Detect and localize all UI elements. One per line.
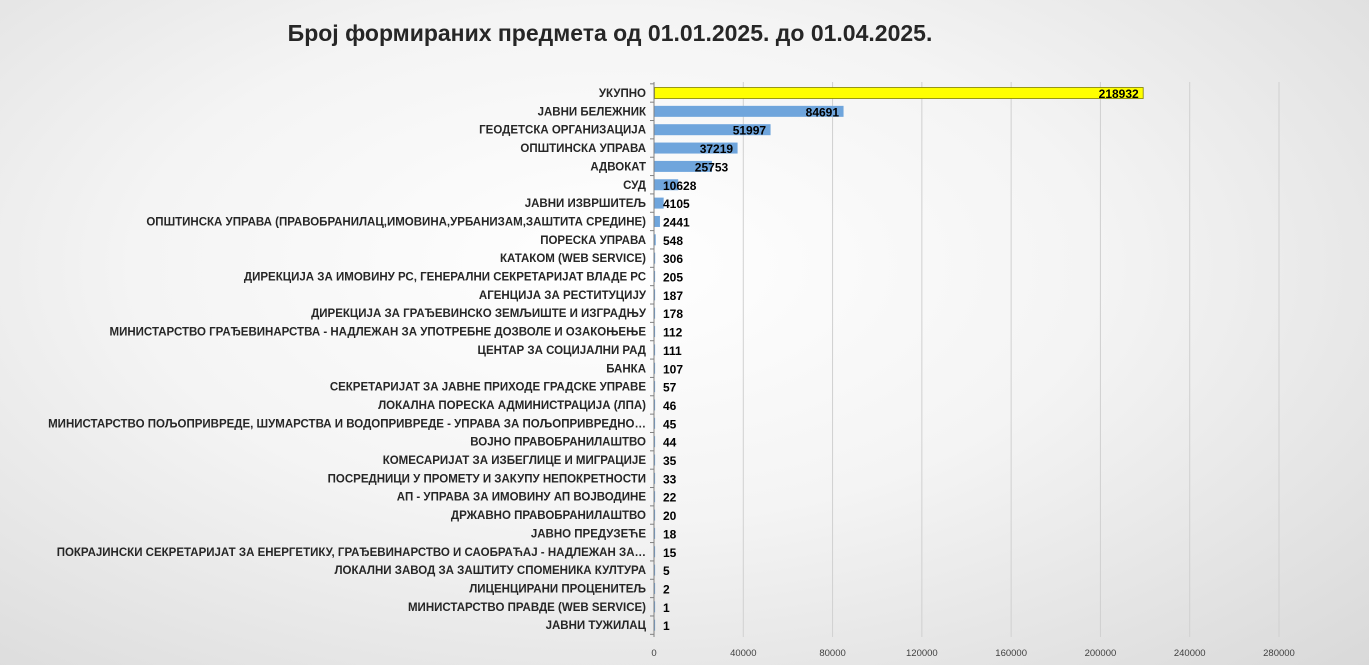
bar — [655, 88, 1144, 99]
value-label: 51997 — [732, 123, 767, 138]
category-label: ПОКРАЈИНСКИ СЕКРЕТАРИЈАТ ЗА ЕНЕРГЕТИКУ, ГРАЂЕВИНАРСТВО И САОБРАЋАЈ - НАДЛЕЖАН ЗА… — [56, 546, 646, 559]
category-label: ДИРЕКЦИЈА ЗА ИМОВИНУ РС, ГЕНЕРАЛНИ СЕКРЕТАРИЈАТ ВЛАДЕ РС — [243, 271, 646, 284]
bar — [655, 455, 656, 466]
bar — [655, 546, 656, 557]
value-label: 15 — [663, 545, 677, 560]
value-label: 22 — [663, 490, 677, 505]
category-label: КОМЕСАРИЈАТ ЗА ИЗБЕГЛИЦЕ И МИГРАЦИЈЕ — [382, 455, 646, 467]
value-label: 4105 — [663, 197, 690, 212]
axes — [650, 82, 654, 637]
category-label: АГЕНЦИЈА ЗА РЕСТИТУЦИЈУ — [478, 289, 646, 302]
category-label: МИНИСТАРСТВО ПОЉОПРИВРЕДЕ, ШУМАРСТВА И ВОДОПРИВРЕДЕ - УПРАВА ЗА ПОЉОПРИВРЕДНО… — [48, 418, 646, 431]
value-label: 112 — [663, 325, 683, 340]
value-label: 84691 — [805, 105, 840, 120]
x-tick-label: 200000 — [1084, 648, 1117, 659]
bar — [655, 271, 656, 282]
category-label: УКУПНО — [598, 88, 646, 100]
category-label: ЈАВНИ БЕЛЕЖНИК — [537, 106, 646, 119]
bar — [655, 399, 656, 410]
category-label: ОПШТИНСКА УПРАВА — [520, 143, 646, 156]
value-label: 1 — [663, 619, 670, 634]
x-tick-label: 40000 — [730, 648, 757, 659]
bar — [655, 528, 656, 539]
gridlines — [743, 82, 1279, 637]
category-label: ПОРЕСКА УПРАВА — [540, 234, 646, 247]
value-label: 44 — [663, 435, 677, 450]
bar — [655, 344, 656, 355]
category-label: СУД — [623, 179, 646, 192]
category-label: КАТАКОМ (WEB SERVICE) — [499, 253, 646, 266]
bar — [655, 253, 656, 264]
category-label: АДВОКАТ — [590, 161, 646, 174]
x-tick-label: 280000 — [1263, 648, 1295, 659]
value-label: 45 — [663, 417, 677, 432]
x-tick-label: 160000 — [995, 648, 1027, 659]
value-label: 25753 — [694, 160, 729, 175]
value-label: 57 — [663, 380, 677, 395]
value-label: 37219 — [699, 142, 734, 157]
value-label: 33 — [663, 472, 677, 487]
value-label: 218932 — [1098, 87, 1139, 101]
x-tick-label: 0 — [651, 648, 657, 659]
value-label: 205 — [663, 270, 684, 285]
category-label: ЦЕНТАР ЗА СОЦИЈАЛНИ РАД — [477, 344, 646, 357]
bar — [655, 363, 656, 374]
value-label: 18 — [663, 527, 677, 542]
bar — [655, 308, 656, 319]
value-label: 20 — [663, 509, 677, 524]
bar — [655, 289, 656, 300]
value-label: 2441 — [663, 215, 690, 230]
bar — [655, 436, 656, 447]
value-label: 1 — [663, 600, 670, 615]
bar — [655, 510, 656, 521]
value-label: 46 — [663, 398, 677, 413]
value-label: 178 — [663, 307, 684, 322]
category-label: ЈАВНИ ТУЖИЛАЦ — [545, 620, 646, 633]
value-label: 2 — [663, 582, 670, 597]
category-label: БАНКА — [606, 363, 646, 376]
value-label: 10628 — [663, 178, 697, 193]
category-label: ГЕОДЕТСКА ОРГАНИЗАЦИЈА — [479, 124, 646, 137]
category-label: ВОЈНО ПРАВОБРАНИЛАШТВО — [470, 436, 646, 449]
category-label: ЈАВНИ ИЗВРШИТЕЉ — [524, 198, 646, 211]
category-label: ЈАВНО ПРЕДУЗЕЋЕ — [530, 528, 646, 541]
bar — [655, 234, 656, 245]
bar — [655, 473, 656, 484]
bar — [655, 601, 656, 612]
category-label: ЛОКАЛНИ ЗАВОД ЗА ЗАШТИТУ СПОМЕНИКА КУЛТУРА — [334, 565, 646, 578]
x-tick-label: 120000 — [906, 648, 938, 659]
chart-title: Број формираних предмета од 01.01.2025. до 01.04.2025. — [287, 20, 933, 46]
bar — [655, 491, 656, 502]
labels — [48, 87, 1295, 659]
bar — [655, 381, 656, 392]
value-label: 107 — [663, 362, 684, 377]
bar — [655, 583, 656, 594]
category-label: АП - УПРАВА ЗА ИМОВИНУ АП ВОЈВОДИНЕ — [396, 491, 646, 504]
category-label: ДРЖАВНО ПРАВОБРАНИЛАШТВО — [450, 510, 646, 523]
bar — [655, 216, 660, 227]
category-label: МИНИСТАРСТВО ГРАЂЕВИНАРСТВА - НАДЛЕЖАН ЗА УПОТРЕБНЕ ДОЗВОЛЕ И ОЗАКОЊЕЊЕ — [109, 326, 646, 339]
value-label: 187 — [663, 288, 684, 303]
category-label: МИНИСТАРСТВО ПРАВДЕ (WEB SERVICE) — [407, 601, 646, 614]
category-label: ЛОКАЛНА ПОРЕСКА АДМИНИСТРАЦИЈА (ЛПА) — [378, 399, 646, 412]
bar — [655, 565, 656, 576]
bar — [655, 620, 656, 631]
value-label: 306 — [663, 252, 684, 267]
category-label: ЛИЦЕНЦИРАНИ ПРОЦЕНИТЕЉ — [469, 583, 646, 596]
value-label: 111 — [663, 343, 682, 358]
category-label: ОПШТИНСКА УПРАВА (ПРАВОБРАНИЛАЦ,ИМОВИНА,УРБАНИЗАМ,ЗАШТИТА СРЕДИНЕ) — [146, 216, 646, 229]
category-label: ПОСРЕДНИЦИ У ПРОМЕТУ И ЗАКУПУ НЕПОКРЕТНОСТИ — [327, 473, 646, 486]
bar — [655, 418, 656, 429]
x-tick-label: 80000 — [819, 648, 846, 659]
value-label: 548 — [663, 233, 684, 248]
category-label: ДИРЕКЦИЈА ЗА ГРАЂЕВИНСКО ЗЕМЉИШТЕ И ИЗГРАДЊУ — [311, 308, 646, 321]
bar — [655, 326, 656, 337]
x-tick-label: 240000 — [1173, 648, 1206, 659]
value-label: 5 — [663, 564, 670, 579]
value-label: 35 — [663, 454, 677, 468]
category-label: СЕКРЕТАРИЈАТ ЗА ЈАВНЕ ПРИХОДЕ ГРАДСКЕ УПРАВЕ — [329, 381, 646, 394]
